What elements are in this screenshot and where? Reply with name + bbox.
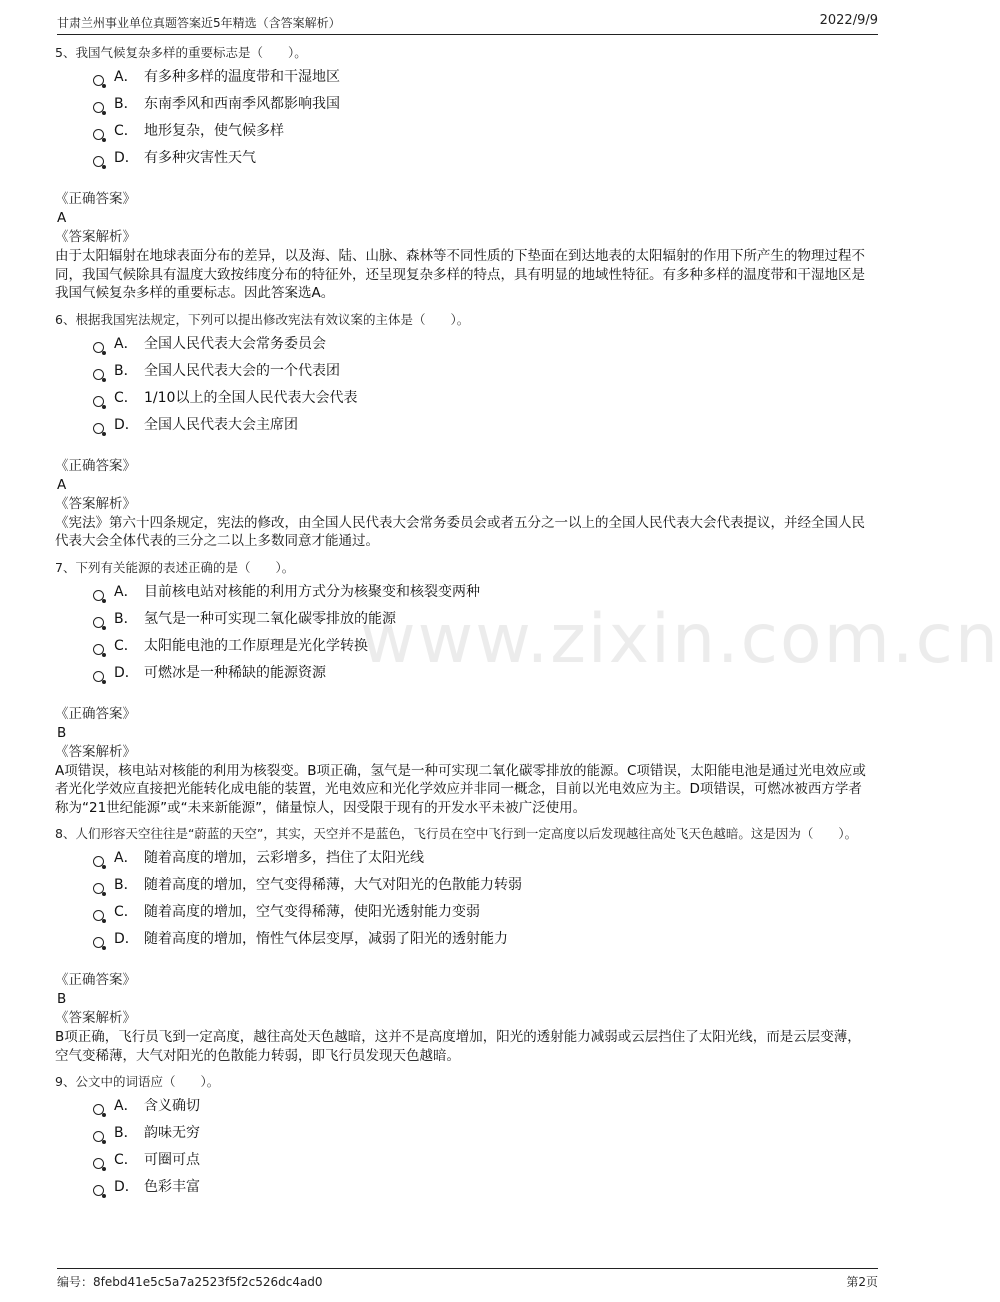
option-item[interactable] [93, 385, 870, 412]
option-letter: C． [114, 1152, 138, 1168]
radio-icon[interactable] [93, 1185, 104, 1196]
document-date: 2022/9/9 [819, 13, 878, 28]
radio-icon[interactable] [93, 910, 104, 921]
option-text: 目前核电站对核能的利用方式分为核聚变和核裂变两种 [144, 583, 480, 600]
option-list [93, 64, 870, 172]
option-text: 随着高度的增加，云彩增多，挡住了太阳光线 [144, 850, 424, 866]
watermark: www.zixin.com.cn [360, 600, 1000, 679]
answer-value: B [57, 991, 67, 1007]
option-letter: A． [114, 583, 138, 600]
option-text: 地形复杂，使气候多样 [144, 123, 284, 139]
radio-icon[interactable] [93, 369, 104, 380]
option-text: 氢气是一种可实现二氧化碳零排放的能源 [144, 610, 396, 627]
answer-value: A [57, 210, 67, 226]
option-letter: B． [114, 96, 138, 112]
document-code: 编号：8febd41e5c5a7a2523f5f2c526dc4ad0 [57, 1275, 323, 1289]
option-letter: B． [114, 877, 138, 893]
option-item[interactable] [93, 358, 870, 385]
question-text: 8、人们形容天空往往是“蔚蓝的天空”，其实，天空并不是蓝色，飞行员在空中飞行到一定高度以后发现越往高处飞天色越暗。这是因为（ ）。 [55, 826, 858, 841]
option-item[interactable] [93, 145, 870, 172]
answer-value: A [57, 476, 67, 493]
option-item[interactable] [93, 412, 870, 439]
explanation-label: 《答案解析》 [55, 1010, 136, 1026]
radio-icon[interactable] [93, 396, 104, 407]
option-letter: D． [114, 1179, 139, 1195]
radio-icon[interactable] [93, 423, 104, 434]
option-text: 随着高度的增加，空气变得稀薄，大气对阳光的色散能力转弱 [144, 877, 522, 893]
option-letter: B． [114, 1125, 138, 1141]
question-block [55, 44, 870, 303]
question-block [55, 1073, 870, 1201]
option-text: 全国人民代表大会的一个代表团 [144, 362, 340, 379]
option-item[interactable] [93, 845, 870, 872]
explanation-label: 《答案解析》 [55, 743, 136, 760]
option-item[interactable] [93, 579, 870, 606]
option-list [93, 331, 870, 439]
option-letter: D． [114, 416, 139, 433]
option-item[interactable] [93, 633, 870, 660]
option-item[interactable] [93, 1093, 870, 1120]
option-list [93, 1093, 870, 1201]
answer-label: 《正确答案》 [55, 191, 136, 207]
radio-icon[interactable] [93, 644, 104, 655]
option-item[interactable] [93, 926, 870, 953]
option-item[interactable] [93, 1147, 870, 1174]
radio-icon[interactable] [93, 856, 104, 867]
page-footer [57, 1268, 878, 1291]
answer-label: 《正确答案》 [55, 972, 136, 988]
option-list [93, 845, 870, 953]
explanation-text: B项正确，飞行员飞到一定高度，越往高处天色越暗，这并不是高度增加，阳光的透射能力减弱或云层挡住了太阳光线，而是云层变薄，空气变稀薄，大气对阳光的色散能力转弱，即飞行员发现天色越暗。 [55, 1029, 861, 1064]
answer-section [55, 971, 870, 1065]
option-letter: D． [114, 931, 139, 947]
radio-icon[interactable] [93, 617, 104, 628]
option-text: 1/10以上的全国人民代表大会代表 [144, 389, 358, 406]
option-text: 色彩丰富 [144, 1179, 200, 1195]
radio-icon[interactable] [93, 342, 104, 353]
option-letter: D． [114, 664, 139, 681]
page-number: 第2页 [846, 1275, 878, 1289]
option-text: 韵味无穷 [144, 1125, 200, 1141]
page-header [57, 12, 878, 35]
option-letter: A． [114, 850, 138, 866]
option-text: 有多种灾害性天气 [144, 150, 256, 166]
radio-icon[interactable] [93, 937, 104, 948]
option-letter: B． [114, 362, 138, 379]
question-block [55, 559, 870, 818]
radio-icon[interactable] [93, 156, 104, 167]
option-letter: B． [114, 610, 138, 627]
option-letter: A． [114, 335, 138, 352]
question-block [55, 311, 870, 551]
option-item[interactable] [93, 660, 870, 687]
option-letter: C． [114, 904, 138, 920]
option-text: 随着高度的增加，空气变得稀薄，使阳光透射能力变弱 [144, 904, 480, 920]
radio-icon[interactable] [93, 883, 104, 894]
explanation-text: A项错误，核电站对核能的利用为核裂变。B项正确，氢气是一种可实现二氧化碳零排放的能源。C项错误，太阳能电池是通过光电效应或者光化学效应直接把光能转化成电能的装置，光电效应和光化学效应并非同一概念，目前以光电效应为主。D项错误，可燃冰被西方学者称为“21世纪能源”或“未来新能源”，储量惊人，因受限于现有的开发水平未被广泛使用。 [55, 762, 866, 816]
explanation-text: 由于太阳辐射在地球表面分布的差异，以及海、陆、山脉、森林等不同性质的下垫面在到达地表的太阳辐射的作用下所产生的物理过程不同，我国气候除具有温度大致按纬度分布的特征外，还呈现复杂多样的特点，具有明显的地域性特征。有多种多样的温度带和干湿地区是我国气候复杂多样的重要标志。因此答案选A。 [55, 248, 865, 301]
option-text: 全国人民代表大会主席团 [144, 416, 298, 433]
answer-section [55, 190, 870, 303]
question-text: 5、我国气候复杂多样的重要标志是（ ）。 [55, 45, 307, 60]
option-item[interactable] [93, 1120, 870, 1147]
radio-icon[interactable] [93, 671, 104, 682]
option-letter: C． [114, 637, 138, 654]
option-item[interactable] [93, 91, 870, 118]
radio-icon[interactable] [93, 129, 104, 140]
option-letter: A． [114, 69, 138, 85]
option-item[interactable] [93, 64, 870, 91]
option-text: 东南季风和西南季风都影响我国 [144, 96, 340, 112]
option-item[interactable] [93, 899, 870, 926]
option-text: 可燃冰是一种稀缺的能源资源 [144, 664, 326, 681]
radio-icon[interactable] [93, 102, 104, 113]
radio-icon[interactable] [93, 1158, 104, 1169]
option-text: 太阳能电池的工作原理是光化学转换 [144, 637, 368, 654]
explanation-text: 《宪法》第六十四条规定，宪法的修改，由全国人民代表大会常务委员会或者五分之一以上的全国人民代表大会代表提议，并经全国人民代表大会全体代表的三分之二以上多数同意才能通过。 [55, 514, 865, 549]
radio-icon[interactable] [93, 75, 104, 86]
document-title: 甘肃兰州事业单位真题答案近5年精选（含答案解析） [57, 16, 341, 30]
question-block [55, 825, 870, 1065]
option-item[interactable] [93, 1174, 870, 1201]
answer-section [55, 705, 870, 818]
option-list [93, 579, 870, 687]
option-text: 含义确切 [144, 1098, 200, 1114]
explanation-label: 《答案解析》 [55, 229, 136, 245]
option-text: 随着高度的增加，惰性气体层变厚，减弱了阳光的透射能力 [144, 931, 508, 947]
option-text: 全国人民代表大会常务委员会 [144, 335, 326, 352]
option-item[interactable] [93, 118, 870, 145]
radio-icon[interactable] [93, 1104, 104, 1115]
answer-section [55, 457, 870, 551]
radio-icon[interactable] [93, 590, 104, 601]
option-item[interactable] [93, 872, 870, 899]
answer-label: 《正确答案》 [55, 457, 136, 474]
radio-icon[interactable] [93, 1131, 104, 1142]
option-item[interactable] [93, 331, 870, 358]
explanation-label: 《答案解析》 [55, 495, 136, 512]
question-text: 7、下列有关能源的表述正确的是（ ）。 [55, 559, 295, 575]
option-text: 有多种多样的温度带和干湿地区 [144, 69, 340, 85]
option-item[interactable] [93, 606, 870, 633]
option-letter: C． [114, 123, 138, 139]
option-letter: A． [114, 1098, 138, 1114]
question-text: 6、根据我国宪法规定，下列可以提出修改宪法有效议案的主体是（ ）。 [55, 311, 470, 327]
option-letter: D． [114, 150, 139, 166]
question-list [55, 44, 870, 1209]
option-text: 可圈可点 [144, 1152, 200, 1168]
option-letter: C． [114, 389, 138, 406]
answer-label: 《正确答案》 [55, 705, 136, 722]
answer-value: B [57, 724, 67, 741]
question-text: 9、公文中的词语应（ ）。 [55, 1074, 220, 1089]
